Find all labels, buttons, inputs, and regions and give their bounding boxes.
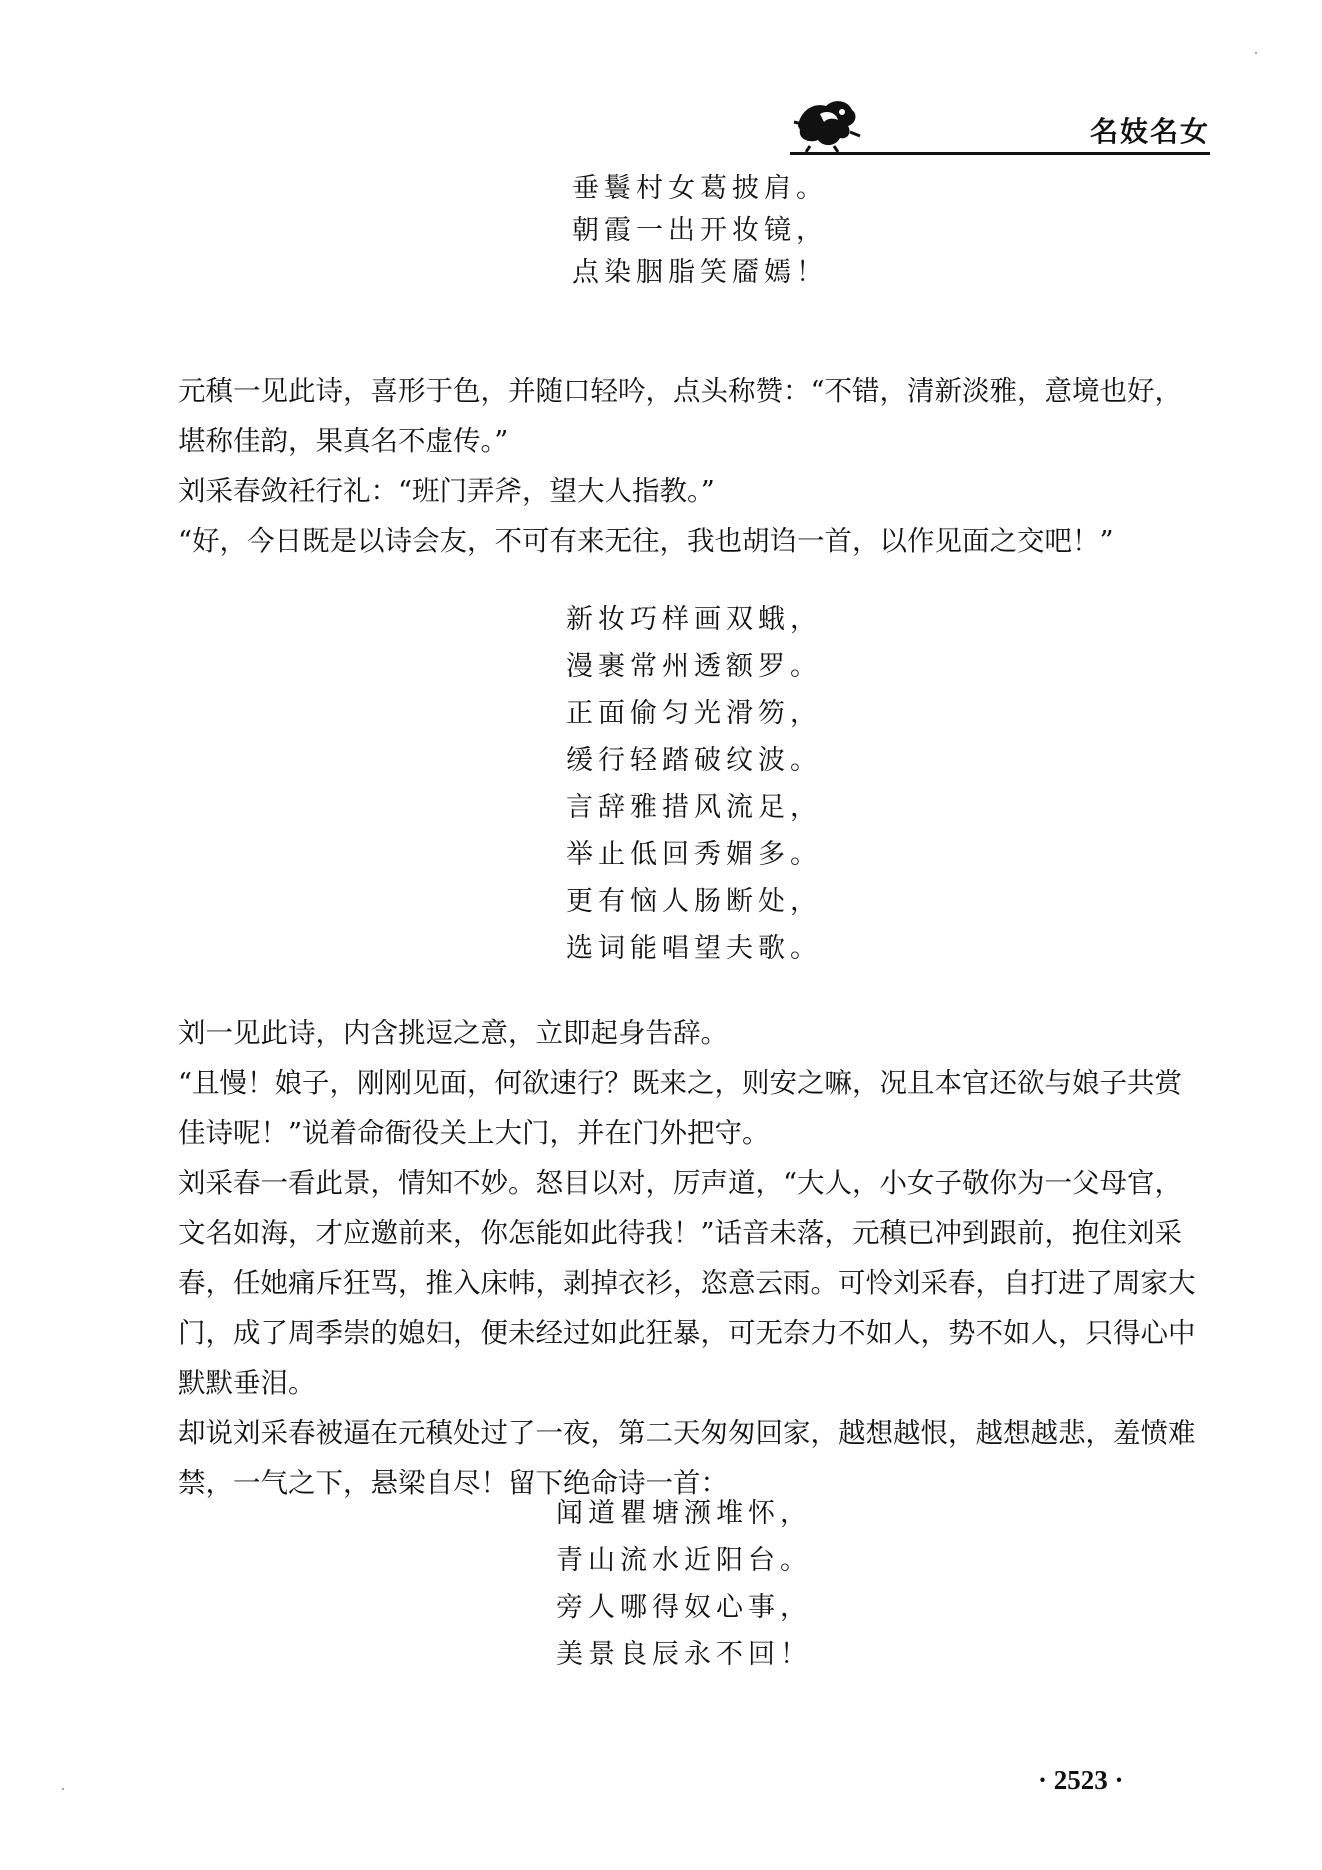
poem-line: 漫裹常州透额罗。 [566, 651, 822, 682]
body-text-1 [178, 366, 1208, 566]
paragraph [178, 516, 1208, 566]
paragraph-text: “且慢！娘子，刚刚见面，何欲速行？既来之，则安之嘛，况且本官还欲与娘子共赏佳诗呢！”说着命衙役关上大门，并在门外把守。 [178, 1067, 1183, 1149]
header-rule [790, 152, 1210, 155]
poem-line: 正面偷匀光滑笏， [566, 698, 822, 729]
paragraph [178, 1008, 1208, 1058]
paragraph-text: 刘一见此诗，内含挑逗之意，立即起身告辞。 [178, 1017, 728, 1049]
paragraph-text: 刘采春一看此景，情知不妙。怒目以对，厉声道，“大人，小女子敬你为一父母官，文名如海，才应邀前来，你怎能如此待我！”话音未落，元稹已冲到跟前，抱住刘采春，任她痛斥狂骂，推入床帏，剥掉衣衫，恣意云雨。可怜刘采春，自打进了周家大门，成了周季崇的媳妇，便未经过如此狂暴，可无奈力不如人，势不如人，只得心中默默垂泪。 [178, 1167, 1196, 1399]
header-title: 名妓名女 [1089, 115, 1210, 148]
paragraph-text: 却说刘采春被逼在元稹处过了一夜，第二天匆匆回家，越想越恨，越想越悲，羞愤难禁，一气之下，悬梁自尽！留下绝命诗一首： [178, 1417, 1196, 1499]
paragraph [178, 1058, 1208, 1158]
poem-line: 新妆巧样画双蛾， [566, 604, 822, 635]
poem-2 [566, 596, 822, 972]
dragon-emblem-icon [790, 92, 862, 154]
poem-line: 缓行轻踏破纹波。 [566, 745, 822, 776]
poem-line: 朝霞一出开妆镜， [572, 215, 828, 246]
paragraph [178, 466, 1208, 516]
poem-line: 美景良辰永不回！ [556, 1639, 812, 1670]
poem-line: 点染胭脂笑靥嫣！ [572, 257, 828, 288]
scan-speck [1255, 52, 1257, 54]
poem-line: 旁人哪得奴心事， [556, 1592, 812, 1623]
scan-speck [62, 1788, 64, 1790]
poem-line: 青山流水近阳台。 [556, 1545, 812, 1576]
paragraph-text: 刘采春敛衽行礼：“班门弄斧，望大人指教。” [178, 475, 715, 507]
poem-line: 言辞雅措风流足， [566, 792, 822, 823]
poem-line: 举止低回秀媚多。 [566, 839, 822, 870]
poem-1 [572, 168, 828, 294]
page-number: · 2523 · [1038, 1765, 1124, 1795]
paragraph-text: “好，今日既是以诗会友，不可有来无往，我也胡诌一首，以作见面之交吧！” [178, 525, 1114, 557]
poem-line: 选词能唱望夫歌。 [566, 933, 822, 964]
poem-line: 更有恼人肠断处， [566, 886, 822, 917]
body-text-2 [178, 1008, 1208, 1508]
poem-line: 垂鬟村女葛披肩。 [572, 173, 828, 204]
paragraph [178, 1158, 1208, 1408]
poem-3 [556, 1490, 812, 1678]
poem-line: 闻道瞿塘滪堆怀， [556, 1498, 812, 1529]
paragraph-text: 元稹一见此诗，喜形于色，并随口轻吟，点头称赞：“不错，清新淡雅，意境也好，堪称佳韵，果真名不虚传。” [178, 375, 1183, 457]
paragraph [178, 366, 1208, 466]
running-header [790, 92, 1210, 162]
